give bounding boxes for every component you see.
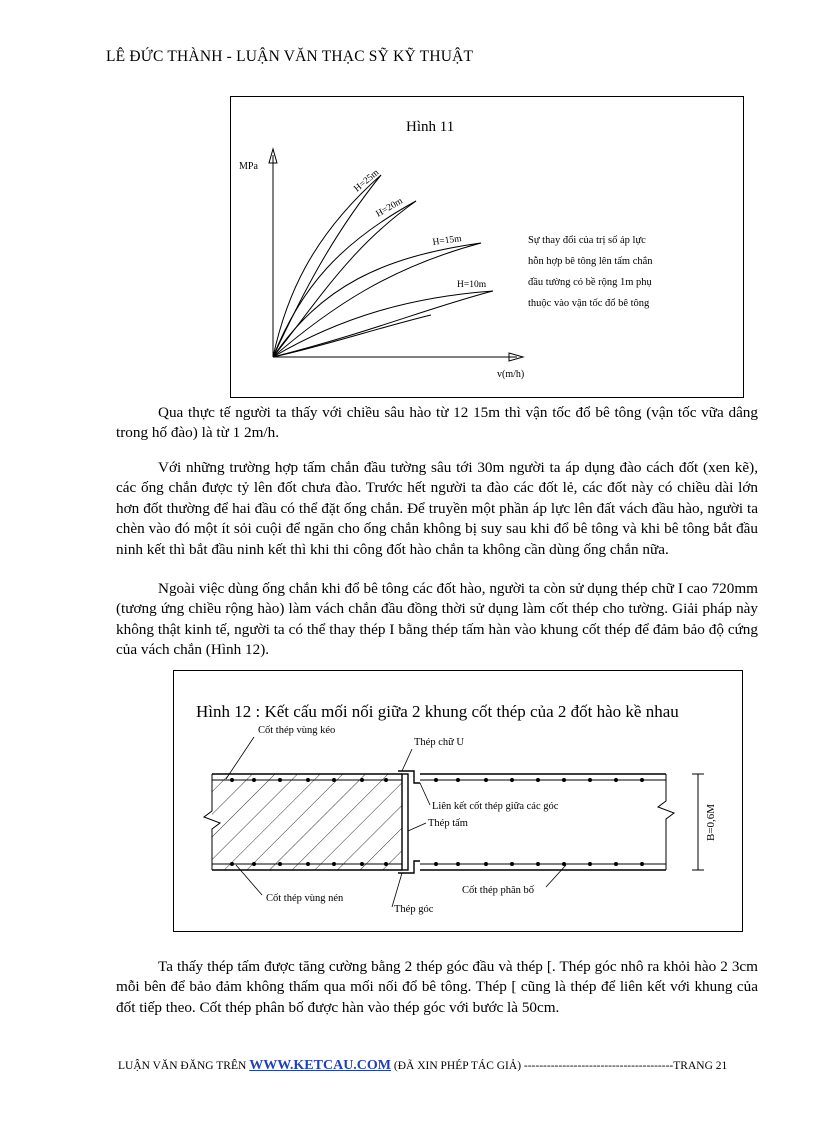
curve-label-h20: H=20m bbox=[374, 196, 405, 220]
figure-12 bbox=[173, 670, 743, 932]
joint-plate bbox=[402, 774, 408, 870]
curve-label-h15: H=15m bbox=[432, 234, 463, 248]
footer-prefix: LUẬN VĂN ĐĂNG TRÊN bbox=[118, 1060, 250, 1072]
caption-line-3: đầu tường có bề rộng 1m phụ bbox=[528, 277, 652, 288]
right-break-symbol bbox=[658, 774, 674, 870]
dimension-label: B=0,6M bbox=[705, 803, 717, 841]
pressure-curves bbox=[273, 175, 493, 357]
figure-11-title: Hình 11 bbox=[406, 119, 455, 135]
left-segment-hatch bbox=[212, 774, 402, 870]
paragraph-1: Qua thực tế người ta thấy với chiều sâu hào từ 12 15m thì vận tốc đổ bê tông (vận tốc vữa dâng trong hố đào) là từ 1 2m/h. bbox=[116, 404, 758, 442]
curve-h10-lower bbox=[273, 291, 493, 357]
label-thep-goc: Thép góc bbox=[394, 904, 434, 915]
paragraph-2: Với những trường hợp tấm chắn đầu tường sâu tới 30m người ta áp dụng đào cách đốt (xen kẽ), các ống chắn được tỷ lên đốt chưa đào. Trước hết người ta đào các đốt lẻ, các đốt này có chiều dài lớn hơn đốt thường để hai đầu có thể đặt ống chắn. Để truyền một phần áp lực lên đất vách đầu hào, người ta chèn vào đó một ít sỏi cuội để ngăn cho ống chắn không bị suy sau khi đổ bê tông và khi bê tông bắt đầu ninh kết thì bắt đầu ninh kết thì khi thi công đốt hào chắn ta không cần dùng ống chắn nữa. bbox=[116, 459, 758, 558]
label-cot-thep-vung-nen: Cốt thép vùng nén bbox=[266, 893, 344, 904]
figure-12-drawing bbox=[174, 671, 742, 931]
x-axis-label: v(m/h) bbox=[497, 369, 525, 380]
curve-label-h25: H=25m bbox=[352, 167, 382, 195]
figure-12-title: Hình 12 : Kết cấu mối nối giữa 2 khung cốt thép của 2 đốt hào kề nhau bbox=[196, 702, 679, 721]
page-footer bbox=[118, 1058, 727, 1074]
curve-label-h10: H=10m bbox=[457, 280, 487, 290]
label-thep-chu-u: Thép chữ U bbox=[414, 737, 465, 748]
figure-11 bbox=[230, 96, 744, 398]
figure-11-chart bbox=[231, 97, 743, 397]
footer-suffix: (ĐÃ XIN PHÉP TÁC GIẢ) --------------------------------------- bbox=[391, 1060, 674, 1072]
caption-line-2: hỗn hợp bê tông lên tấm chắn bbox=[528, 256, 653, 267]
page-header: LÊ ĐỨC THÀNH - LUẬN VĂN THẠC SỸ KỸ THUẬT bbox=[106, 48, 474, 65]
caption-line-4: thuộc vào vận tốc đổ bê tông bbox=[528, 298, 650, 309]
y-axis-label: MPa bbox=[239, 161, 258, 172]
label-lien-ket: Liên kết cốt thép giữa các góc bbox=[432, 801, 559, 812]
label-cot-thep-phan-bo: Cốt thép phân bố bbox=[462, 885, 535, 896]
label-cot-thep-vung-keo: Cốt thép vùng kéo bbox=[258, 725, 336, 736]
label-thep-tam: Thép tấm bbox=[428, 818, 468, 829]
footer-link[interactable]: WWW.KETCAU.COM bbox=[249, 1058, 392, 1073]
paragraph-4: Ta thấy thép tấm được tăng cường bằng 2 thép góc đầu và thép [. Thép góc nhô ra khỏi hào 2 3cm mỗi bên để bảo đảm không thấm qua mối nối đổ bê tông. Thép [ cũng là thép để liên kết với khung của đốt tiếp theo. Cốt thép phân bố được hàn vào thép góc với bước là 50cm. bbox=[116, 958, 758, 1016]
footer-page: TRANG 21 bbox=[673, 1060, 728, 1072]
caption-line-1: Sự thay đổi của trị số áp lực bbox=[528, 235, 646, 246]
paragraph-3: Ngoài việc dùng ống chắn khi đổ bê tông các đốt hào, người ta còn sử dụng thép chữ I cao 720mm (tương ứng chiều rộng hào) làm vách chắn đầu đồng thời sử dụng làm cốt thép cho tường. Giải pháp này không thật kinh tế, người ta có thể thay thép I bằng thép tấm hàn vào khung cốt thép để đảm bảo độ cứng của vách chắn (Hình 12). bbox=[116, 580, 758, 659]
